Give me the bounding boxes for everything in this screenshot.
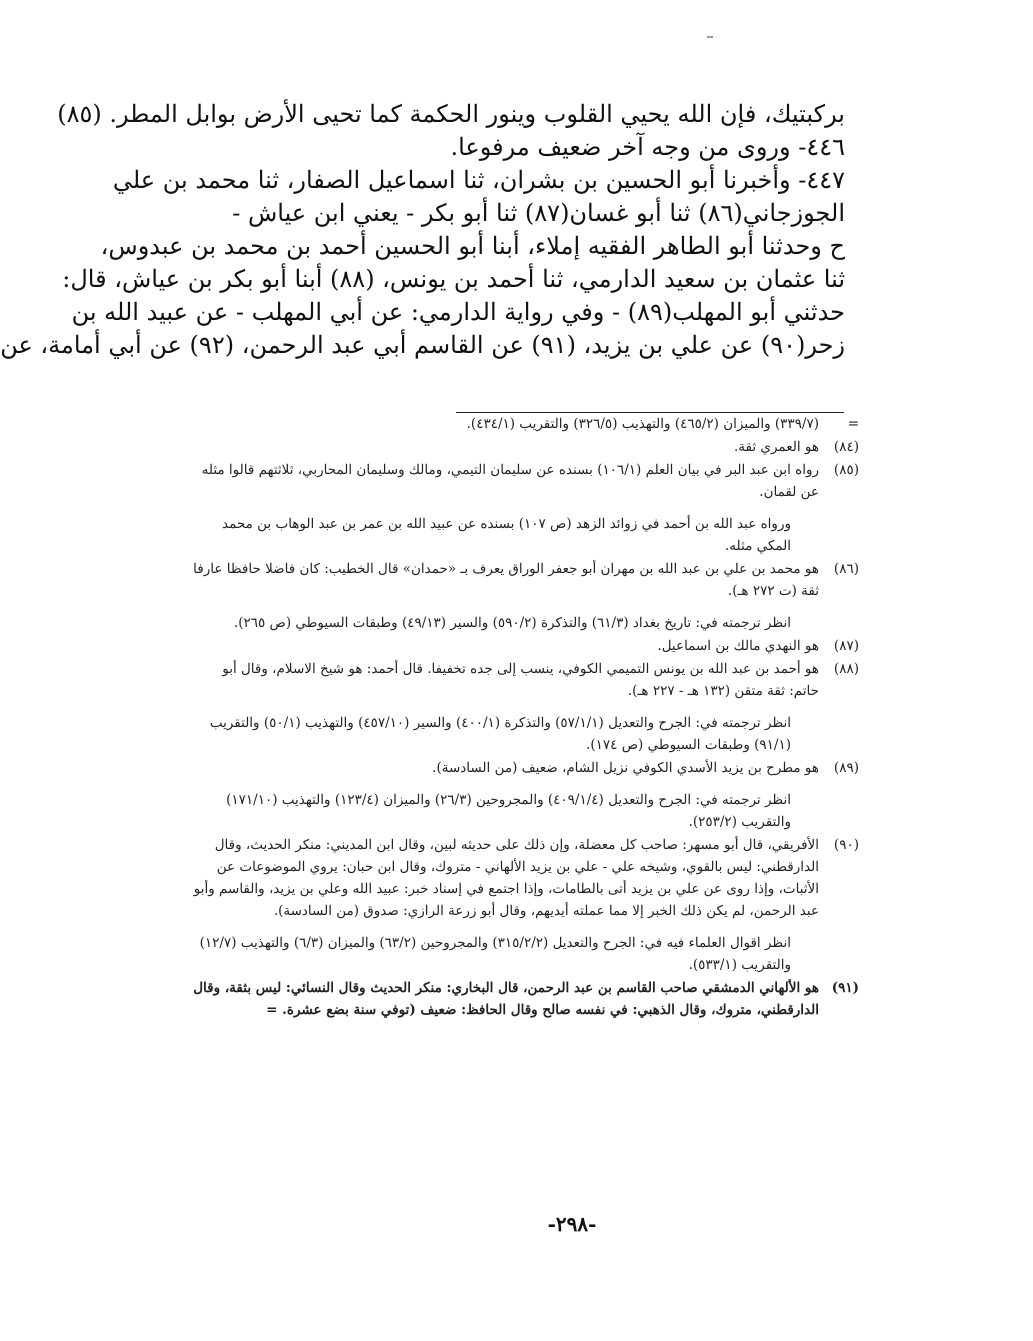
footnote-number: (٨٤)	[833, 439, 859, 455]
footnote-number: (٨٥)	[833, 462, 859, 478]
footnote	[191, 658, 859, 756]
footnote	[191, 757, 859, 833]
footnote-number: (٨٧)	[833, 638, 859, 654]
footnote-text: هو العمري ثقة.	[734, 439, 819, 455]
footnote	[191, 436, 859, 458]
footnote	[191, 459, 859, 557]
footnote-subtext: ورواه عبد الله بن أحمد في زوائد الزهد (ص ١٠٧) بسنده عن عبيد الله بن عمر بن عبد الوهاب بن محمد المكي مثله.	[222, 516, 791, 554]
scan-speck	[707, 36, 713, 38]
main-line: ح وحدثنا أبو الطاهر الفقيه إملاء، أبنا أبو الحسين أحمد بن محمد بن عبدوس،	[100, 232, 845, 260]
footnote	[191, 413, 859, 435]
footnote-text: هو مطرح بن يزيد الأسدي الكوفي نزيل الشام، ضعيف (من السادسة).	[432, 760, 819, 776]
footnote	[191, 558, 859, 634]
main-line: ثنا عثمان بن سعيد الدارمي، ثنا أحمد بن يونس، (٨٨) أبنا أبو بكر بن عياش، قال:	[62, 265, 845, 293]
footnote-text: هو الألهاني الدمشقي صاحب القاسم بن عبد الرحمن، قال البخاري: منكر الحديث وقال النسائي: ليس بثقة، وقال الدارقطني، متروك، وقال الذهبي: في نفسه صالح وقال الحافظ: ضعيف (توفي سنة بضع عشرة. =	[193, 980, 819, 1018]
footnote-text: الأفريقي، قال أبو مسهر: صاحب كل معضلة، وإن ذلك على حديثه لبين، وقال ابن المديني: منكر الحديث، وقال الدارقطني: ليس بالقوي، وشيخه علي - علي بن يزيد الألهاني - متروك، وقال ابن حبان: يروي الموضوعات عن الأثبات، وإذا روى عن علي بن يزيد أتى بالطامات، وإذا اجتمع في إسناد خبر: عبيد الله وعلي بن يزيد، والقاسم وأبو عبد الرحمن، لم يكن ذلك الخبر إلا مما عملته أيديهم، وقال أبو زرعة الرازي: صدوق (من السادسة).	[193, 837, 819, 919]
footnote-subtext: انظر ترجمته في: تاريخ بغداد (٦١/٣) والتذكرة (٥٩٠/٢) والسير (٤٩/١٣) وطبقات السيوطي (ص ٢٦٥).	[233, 615, 791, 631]
main-line: ٤٤٧- وأخبرنا أبو الحسين بن بشران، ثنا اسماعيل الصفار، ثنا محمد بن علي	[112, 166, 845, 194]
footnote-subtext: انظر ترجمته في: الجرح والتعديل (٤٠٩/١/٤) والمجروحين (٢٦/٣) والميزان (١٢٣/٤) والتهذيب (١٧١/١٠) والتقريب (٢٥٣/٢).	[226, 792, 791, 830]
main-text	[0, 98, 845, 362]
footnote	[191, 977, 859, 1021]
footnote	[191, 635, 859, 657]
footnote-text: هو النهدي مالك بن اسماعيل.	[657, 638, 819, 654]
page-number: -٢٩٨-	[547, 1212, 597, 1236]
footnote-subtext: انظر اقوال العلماء فيه في: الجرح والتعديل (٣١٥/٢/٢) والمجروحين (٦٣/٢) والميزان (٦/٣) والتهذيب (١٢/٧) والتقريب (٥٣٣/١).	[199, 935, 791, 973]
footnote-number: (٨٦)	[833, 561, 859, 577]
main-line: بركبتيك، فإن الله يحيي القلوب وينور الحكمة كما تحيى الأرض بوابل المطر. (٨٥)	[57, 100, 845, 128]
footnote	[191, 834, 859, 976]
footnote-number: (٩١)	[831, 980, 859, 996]
footnote-subtext: انظر ترجمته في: الجرح والتعديل (٥٧/١/١) والتذكرة (٤٠٠/١) والسير (٤٥٧/١٠) والتهذيب (٥٠/١) والتقريب (٩١/١) وطبقات السيوطي (ص ١٧٤).	[209, 715, 791, 753]
main-line: الجوزجاني(٨٦) ثنا أبو غسان(٨٧) ثنا أبو بكر - يعني ابن عياش -	[232, 199, 845, 227]
footnote-text: هو محمد بن علي بن عبد الله بن مهران أبو جعفر الوراق يعرف بـ «حمدان» قال الخطيب: كان فاضلا حافظا عارفا ثقة (ت ٢٧٢ هـ).	[193, 561, 819, 599]
footnote-text: هو أحمد بن عبد الله بن يونس التميمي الكوفي، ينسب إلى جده تخفيفا. قال أحمد: هو شيخ الاسلام، وقال أبو حاتم: ثقة متقن (١٣٢ هـ - ٢٢٧ هـ).	[222, 661, 819, 699]
footnote-number: (٩٠)	[833, 837, 859, 853]
footnotes	[191, 412, 859, 1022]
footnote-text: (٣٣٩/٧) والميزان (٤٦٥/٢) والتهذيب (٣٢٦/٥) والتقريب (٤٣٤/١).	[466, 416, 819, 432]
main-line: زحر(٩٠) عن علي بن يزيد، (٩١) عن القاسم أبي عبد الرحمن، (٩٢) عن أبي أمامة، عن	[0, 331, 845, 359]
footnote-number: =	[847, 416, 859, 432]
main-line: حدثني أبو المهلب(٨٩) - وفي رواية الدارمي: عن أبي المهلب - عن عبيد الله بن	[71, 298, 845, 326]
footnote-number: (٨٨)	[833, 661, 859, 677]
footnote-text: رواه ابن عبد البر في بيان العلم (١٠٦/١) بسنده عن سليمان التيمي، ومالك وسليمان المحاربي، ثلاثتهم قالوا مثله عن لقمان.	[201, 462, 819, 500]
main-line: ٤٤٦- وروى من وجه آخر ضعيف مرفوعا.	[450, 133, 845, 161]
footnote-number: (٨٩)	[833, 760, 859, 776]
